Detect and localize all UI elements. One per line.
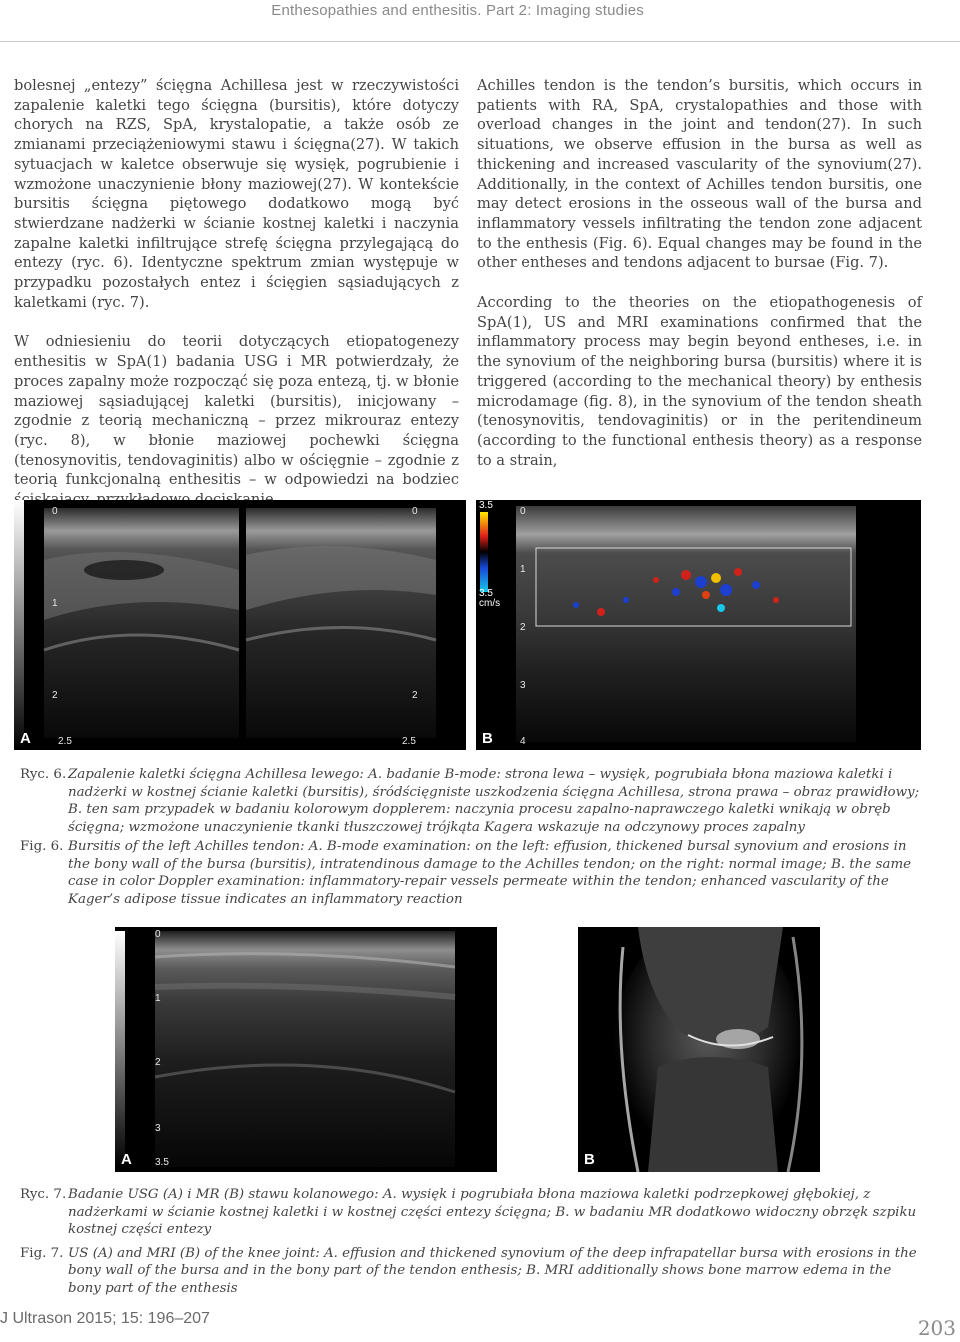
doppler-image — [476, 500, 921, 750]
figure6-panel-b-doppler — [476, 500, 921, 750]
mri-image — [578, 927, 820, 1172]
caption-text: Badanie USG (A) i MR (B) stawu kolanowego: A. wysięk i pogrubiała błona maziowa kaletki podrzepkowej głębokiej, z nadżerkami w ścianie kostnej kaletki i w kostnej części entezy ścięgna; B. w badaniu MR dodatkowo widoczny obrzęk szpiku kostnej części entezy — [68, 1187, 917, 1237]
depth-label-2: 2 — [52, 690, 58, 701]
figure6-caption — [20, 766, 920, 908]
depth-label-3: 3 — [155, 1123, 161, 1134]
caption-text: US (A) and MRI (B) of the knee joint: A. effusion and thickened synovium of the deep infrapatellar bursa with erosions in the bony wall of the bursa and in the bony part of the tendon enthesis; B. MRI additionally shows bone marrow edema in the bony part of the enthesis — [68, 1245, 917, 1296]
left-paragraph-1: bolesnej „entezy” ścięgna Achillesa jest w rzeczywistości zapalenie kaletki tego ścięgna (bursitis), które dotyczy chorych na RZS, SpA, krystalopatie, a także osób ze zmianami przeciążeniowymi stawu i ścięgna(27). W takich sytuacjach w kaletce obserwuje się wysięk, pogrubienie i wzmożone unaczynienie błony maziowej(27). W kontekście bursitis ścięgna piętowego dodatkowo mogą być stwierdzane nadżerki w ścianie kostnej kaletki i naczynia zapalne kaletki infiltrujące strefę ścięgna przylegającą do entezy (ryc. 6). Identyczne spektrum zmian występuje w przypadku pozostałych entez i ścięgien sąsiadujących z kaletkami (ryc. 7). — [14, 77, 459, 311]
depth-label-0: 0 — [155, 929, 161, 940]
velocity-scale-bottom: 3.5 — [479, 588, 493, 599]
left-text-column — [14, 76, 459, 529]
caption-tag: Ryc. 7. — [20, 1187, 67, 1202]
figure7-caption — [20, 1186, 920, 1297]
figure6-panel-a-ultrasound — [14, 500, 466, 750]
running-title: Enthesopathies and enthesitis. Part 2: Imaging studies — [271, 2, 644, 19]
caption-en — [20, 1245, 920, 1298]
depth-label-3: 3 — [520, 680, 526, 691]
running-header — [0, 0, 960, 42]
right-paragraph-1: Achilles tendon is the tendon’s bursitis, which occurs in patients with RA, SpA, crystalopathies and those with overload changes in the joint and tendon(27). In such situations, we observe effusion in the bursa as well as thickening and increased vascularity of the synovium(27). Additionally, in the context of Achilles tendon bursitis, one may detect erosions in the osseous wall of the bursa and inflammatory vessels infiltrating the tendon zone adjacent to the enthesis (Fig. 6). Equal changes may be found in the other entheses and tendons adjacent to bursae (Fig. 7). — [477, 77, 922, 272]
depth-label-3-5: 3.5 — [155, 1157, 169, 1168]
panel-letter-b: B — [482, 730, 493, 747]
ultrasound-image — [14, 500, 466, 750]
panel-letter-a: A — [20, 730, 31, 747]
caption-text: Bursitis of the left Achilles tendon: A. B-mode examination: on the left: effusion, thickened bursal synovium and erosions in the bony wall of the bursa (bursitis), intratendinous damage to the Achilles tendon; on the right: normal image; B. the same case in color Doppler examination: inflammatory-repair vessels permeate within the tendon; enhanced vascularity of the Kager’s adipose tissue indicates an inflammatory reaction — [68, 839, 912, 907]
panel-letter-a: A — [121, 1151, 132, 1168]
depth-label-2-right: 2 — [412, 690, 418, 701]
depth-label-2-5-right: 2.5 — [402, 736, 416, 747]
journal-citation: J Ultrason 2015; 15: 196–207 — [0, 1310, 210, 1327]
depth-label-0: 0 — [52, 506, 58, 517]
figure7-panel-a-ultrasound — [115, 927, 497, 1172]
depth-label-1: 1 — [520, 564, 526, 575]
velocity-scale-unit: cm/s — [479, 598, 501, 609]
depth-label-2: 2 — [155, 1057, 161, 1068]
depth-label-0-right: 0 — [412, 506, 418, 517]
depth-label-1: 1 — [155, 993, 161, 1004]
depth-label-2-5-left: 2.5 — [58, 736, 72, 747]
depth-label-2: 2 — [520, 622, 526, 633]
depth-label-4: 4 — [520, 736, 526, 747]
caption-tag: Ryc. 6. — [20, 767, 67, 782]
left-paragraph-2: W odniesieniu do teorii dotyczących etiopatogenezy enthesitis w SpA(1) badania USG i MR potwierdzały, że proces zapalny może rozpocząć się poza entezą, tj. w błonie maziowej sąsiadującej kaletki (bursitis), inicjowany – zgodnie z teorią mechaniczną – przez mikrouraz entezy (ryc. 8), w błonie maziowej pochewki ścięgna (tenosynovitis, tendovaginitis) albo w ościęgnie – zgodnie z teorią funkcjonalną enthesitis – w odpowiedzi na bodziec — [14, 333, 459, 489]
caption-tag: Fig. 7. — [20, 1245, 64, 1261]
caption-pl — [20, 1186, 920, 1239]
depth-label-1: 1 — [52, 598, 58, 609]
caption-en — [20, 838, 920, 908]
figure7-panel-b-mri — [578, 927, 820, 1172]
right-paragraph-2: According to the theories on the etiopathogenesis of SpA(1), US and MRI examinations confirmed that the inflammatory process may begin beyond entheses, i.e. in the synovium of the neighboring bursa (bursitis) where it is triggered (according to the mechanical theory) by enthesis microdamage (fig. 8), in the synovium of the tendon sheath (tenosynovitis, tendovaginitis) or in the peritendineum (according to the functional enthesis theory) as a response to a strain, — [477, 294, 922, 469]
depth-label-0: 0 — [520, 506, 526, 517]
caption-text: Zapalenie kaletki ścięgna Achillesa lewego: A. badanie B-mode: strona lewa – wysięk, pogrubiała błona maziowa kaletki i nadżerki w kostnej ścianie kaletki (bursitis), śródścięgniste uszkodzenia ścięgna Achillesa, strona prawa – obraz prawidłowy; B. ten sam przypadek w badaniu kolorowym dopplerem: naczynia procesu zapalno-naprawczego kaletki wnikają w obręb ścięgna; wzmożone unaczynienie tkanki tłuszczowej trójkąta Kagera wskazuje na odczynowy proces zapalny — [68, 767, 920, 835]
caption-pl — [20, 766, 920, 836]
caption-tag: Fig. 6. — [20, 839, 64, 854]
page-number: 203 — [917, 1316, 956, 1340]
panel-letter-b: B — [584, 1151, 595, 1168]
ultrasound-image — [115, 927, 497, 1172]
right-text-column — [477, 76, 922, 489]
velocity-scale-top: 3.5 — [479, 500, 493, 511]
